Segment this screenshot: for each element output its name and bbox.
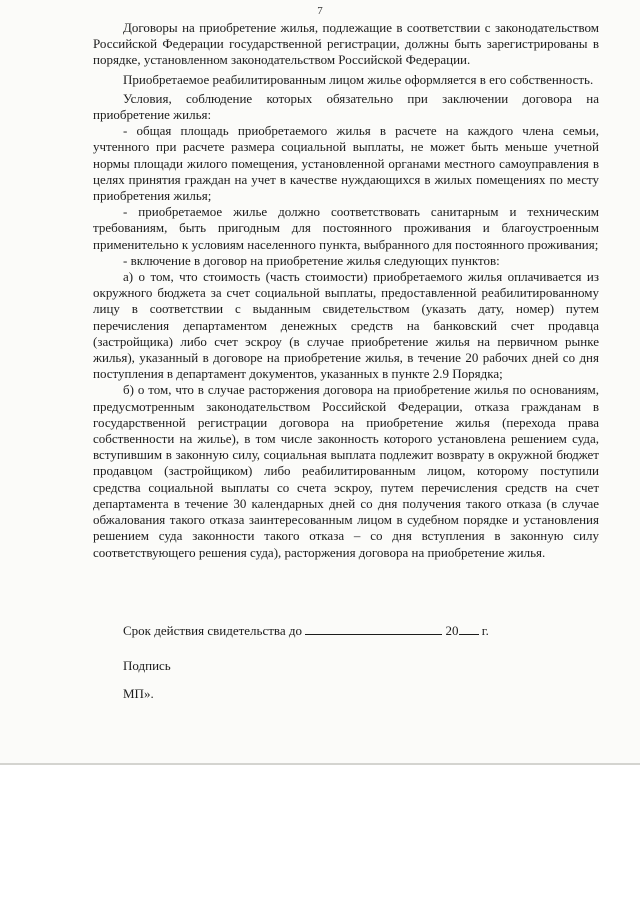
- validity-year-suffix: г.: [481, 623, 489, 638]
- stamp-label: МП».: [123, 686, 154, 701]
- paragraph-clause-a: а) о том, что стоимость (часть стоимости) приобретаемого жилья оплачивается из окружного бюджета за счет социальной выплаты, предоставленной реабилитированному лицу в соответствии с выданным свидетельством (указать дату, номер) путем перечисления департаментом денежных средств на банковский счет продавца (застройщика) либо счет эскроу (в случае приобретение жилья на первичном рынке жилья), указанный в договоре на приобретение жилья, в течение 20 рабочих дней со дня поступления в департамент документов, указанных в пункте 2.9 Порядка;: [93, 269, 599, 382]
- paragraph-condition-clauses: - включение в договор на приобретение жилья следующих пунктов:: [123, 252, 500, 268]
- paragraph-registration: Договоры на приобретение жилья, подлежащие в соответствии с законодательством Российской Федерации государственной регистрации, должны быть зарегистрированы в порядке, установленном законодательством Российской Федерации.: [93, 20, 599, 68]
- document-body: [93, 20, 599, 561]
- paragraph-condition-sanitary: - приобретаемое жилье должно соответствовать санитарным и техническим требованиям, быть пригодным для постоянного проживания и благоустроенным применительно к условиям населенного пункта, выбранного для постоянного проживания;: [93, 204, 599, 252]
- validity-year-prefix: 20: [445, 623, 459, 638]
- validity-line: [123, 622, 489, 639]
- paragraph-condition-area: - общая площадь приобретаемого жилья в расчете на каждого члена семьи, учтенного при расчете размера социальной выплаты, не может быть меньше учетной нормы площади жилого помещения, установленной органами местного самоуправления в целях принятия граждан на учет в качестве нуждающихся в жилых помещениях по месту приобретения жилья;: [93, 123, 599, 204]
- paragraph-ownership: Приобретаемое реабилитированным лицом жилье оформляется в его собственность.: [123, 71, 594, 87]
- validity-year-blank: [459, 622, 479, 635]
- signature-label: Подпись: [123, 658, 171, 673]
- validity-date-blank: [305, 622, 442, 635]
- paragraph-conditions: Условия, соблюдение которых обязательно при заключении договора на приобретение жилья:: [93, 90, 599, 123]
- page-number: 7: [317, 5, 323, 17]
- paragraph-clause-b: б) о том, что в случае расторжения договора на приобретение жилья по основаниям, предусмотренным законодательством Российской Федерации, отказа гражданам в государственной регистрации договора на приобретение жилья (перехода права собственности на жилье), в том числе законность которого установлена решением суда, вступившим в законную силу, социальная выплата подлежит возврату в окружной бюджет продавцом (застройщиком) либо реабилитированным лицом, которому поступили средства социальной выплаты со счета эскроу, путем перечисления средств на счет департамента в течение 30 календарных дней со дня получения такого отказа (в случае обжалования такого отказа заинтересованным лицом в судебном порядке и установления решением суда законности такого отказа – со дня вступления в законную силу соответствующего решения суда), расторжения договора на приобретение жилья.: [93, 382, 599, 560]
- validity-label: Срок действия свидетельства до: [123, 623, 303, 638]
